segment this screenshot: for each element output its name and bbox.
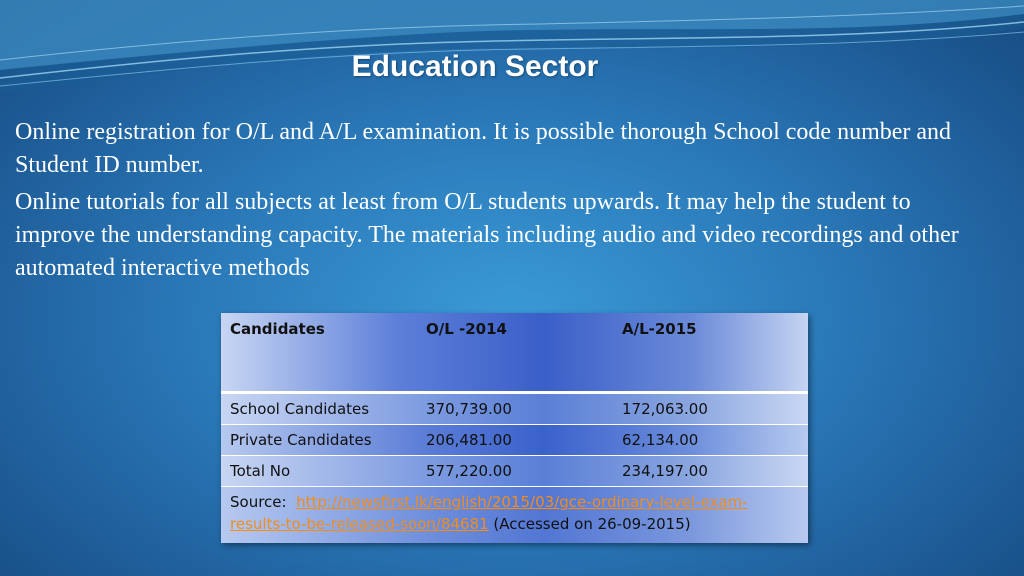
row-label: School Candidates [230,400,370,418]
source-link[interactable]: http://newsfirst.lk/english/2015/03/gce-ordinary-level-exam-results-to-be-released-soon/84681 [230,493,748,533]
table-row [221,394,808,425]
row-al-value: 234,197.00 [622,462,708,480]
header-ol-2014: O/L -2014 [426,320,507,338]
table-header-row [221,313,808,394]
body-text [15,116,995,289]
source-label: Source: [230,493,287,511]
candidates-table [221,313,808,542]
page-title: Education Sector [351,50,599,83]
paragraph-registration: Online registration for O/L and A/L examination. It is possible thorough School code number and Student ID number. [15,119,952,178]
row-al-value: 172,063.00 [622,400,708,418]
row-ol-value: 206,481.00 [426,431,512,449]
row-label: Private Candidates [230,431,372,449]
paragraph-tutorials: Online tutorials for all subjects at least from O/L students upwards. It may help the student to improve the understanding capacity. The materials including audio and video recordings and other automated interactive methods [15,189,959,281]
table-row [221,425,808,456]
table-source-row [221,487,808,543]
row-ol-value: 370,739.00 [426,400,512,418]
row-label: Total No [230,462,291,480]
header-candidates: Candidates [230,320,325,338]
header-al-2015: A/L-2015 [622,320,697,338]
table-row [221,456,808,487]
source-accessed-note: (Accessed on 26-09-2015) [488,515,691,533]
row-al-value: 62,134.00 [622,431,699,449]
row-ol-value: 577,220.00 [426,462,512,480]
